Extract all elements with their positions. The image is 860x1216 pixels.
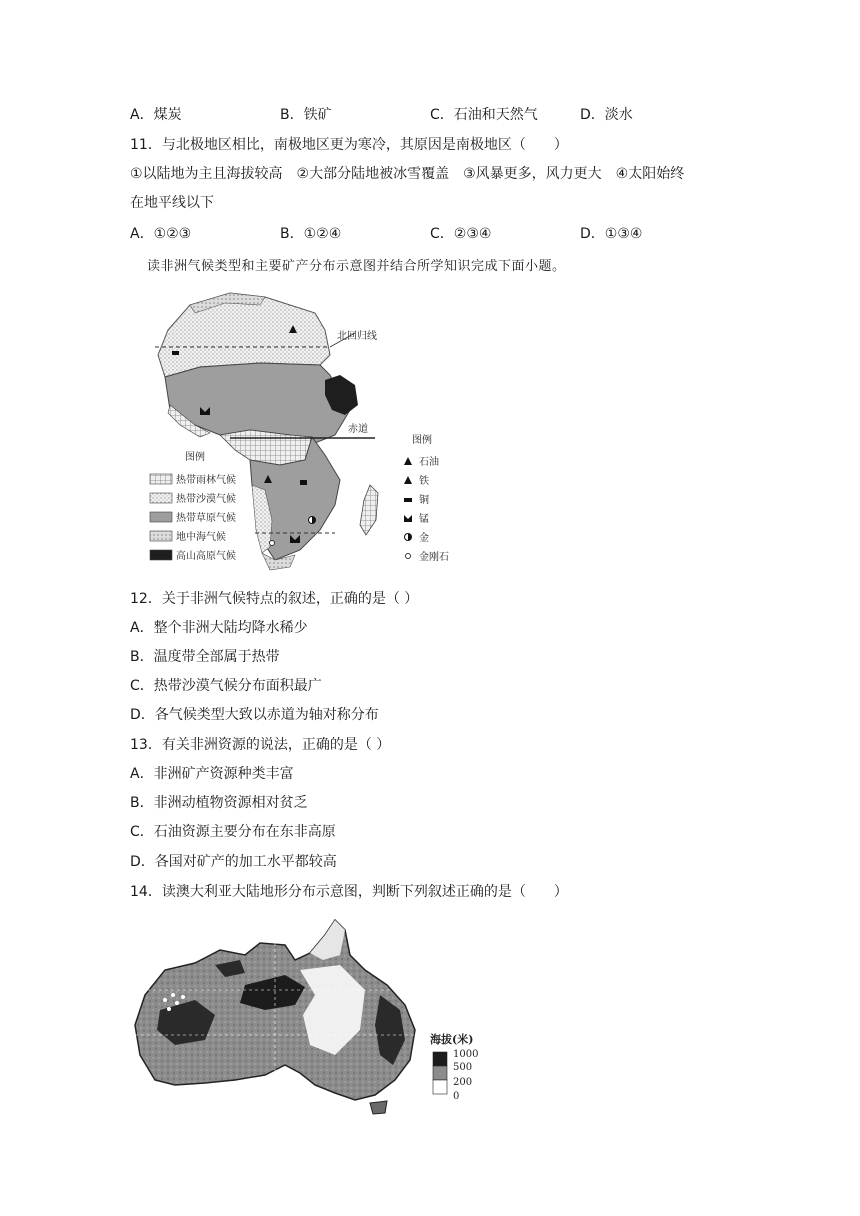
africa-intro: 读非洲气候类型和主要矿产分布示意图并结合所学知识完成下面小题。 — [147, 259, 566, 274]
q11-option-b: B．①②④ — [280, 226, 342, 242]
climate-legend-mediterranean: 地中海气候 — [176, 532, 226, 543]
q13-option-b: B．非洲动植物资源相对贫乏 — [130, 795, 308, 811]
q13-option-d: D．各国对矿产的加工水平都较高 — [130, 854, 337, 870]
elevation-legend-1000: 1000 — [453, 1049, 479, 1060]
q12-stem: 12．关于非洲气候特点的叙述，正确的是（ ） — [130, 591, 419, 607]
diamond-marker — [270, 541, 275, 546]
mineral-legend-diamond: 金刚石 — [419, 552, 449, 563]
climate-legend-highland: 高山高原气候 — [176, 551, 236, 562]
q13-stem: 13．有关非洲资源的说法，正确的是（ ） — [130, 737, 391, 753]
q11-statements-line1: ①以陆地为主且海拔较高 ②大部分陆地被冰雪覆盖 ③风暴更多，风力更大 ④太阳始终 — [130, 166, 685, 182]
mineral-legend-copper: 铜 — [419, 495, 429, 506]
q11-option-c: C．②③④ — [430, 226, 492, 242]
elevation-legend-title: 海拔(米) — [430, 1033, 474, 1046]
q10-option-c: C．石油和天然气 — [430, 107, 538, 123]
q14-stem: 14．读澳大利亚大陆地形分布示意图，判断下列叙述正确的是（ ） — [130, 884, 568, 900]
elevation-legend — [430, 1032, 478, 1102]
mineral-legend-gold: 金 — [419, 533, 429, 544]
copper-marker — [172, 351, 179, 355]
q11-statements-line2: 在地平线以下 — [130, 195, 214, 211]
q12-option-c: C．热带沙漠气候分布面积最广 — [130, 678, 322, 694]
q11-option-a: A．①②③ — [130, 226, 192, 242]
madagascar — [360, 485, 378, 535]
q11-stem: 11．与北极地区相比，南极地区更为寒冷，其原因是南极地区（ ） — [130, 137, 568, 153]
q12-option-a: A．整个非洲大陆均降水稀少 — [130, 620, 308, 636]
q13-option-c: C．石油资源主要分布在东非高原 — [130, 824, 336, 840]
mineral-legend-iron: 铁 — [419, 476, 429, 487]
mineral-legend-oil: 石油 — [419, 457, 439, 468]
mineral-legend-manganese: 锰 — [419, 514, 429, 525]
climate-legend-desert: 热带沙漠气候 — [176, 494, 236, 505]
q12-option-d: D．各气候类型大致以赤道为轴对称分布 — [130, 707, 379, 723]
equator-label: 赤道 — [348, 424, 368, 435]
australia-elevation-map — [125, 915, 505, 1115]
mineral-legend — [404, 433, 449, 563]
tropic-label: 北回归线 — [337, 331, 377, 342]
tasmania — [370, 1101, 387, 1114]
elevation-legend-200: 200 — [453, 1077, 473, 1088]
climate-legend-savanna: 热带草原气候 — [176, 513, 236, 524]
elevation-legend-0: 0 — [453, 1091, 460, 1102]
q13-option-a: A．非洲矿产资源种类丰富 — [130, 766, 294, 782]
elevation-legend-500: 500 — [453, 1062, 473, 1073]
climate-legend — [150, 450, 236, 562]
q10-option-d: D．淡水 — [580, 107, 633, 123]
copper-marker-2 — [300, 480, 307, 485]
climate-legend-rainforest: 热带雨林气候 — [176, 475, 236, 486]
low-coast-north — [310, 920, 345, 960]
q11-option-d: D．①③④ — [580, 226, 643, 242]
africa-climate-map — [140, 285, 470, 585]
q10-option-b: B．铁矿 — [280, 107, 332, 123]
mineral-legend-title: 图例 — [412, 435, 432, 446]
q10-option-a: A．煤炭 — [130, 107, 182, 123]
q12-option-b: B．温度带全部属于热带 — [130, 649, 280, 665]
climate-legend-title: 图例 — [185, 452, 205, 463]
